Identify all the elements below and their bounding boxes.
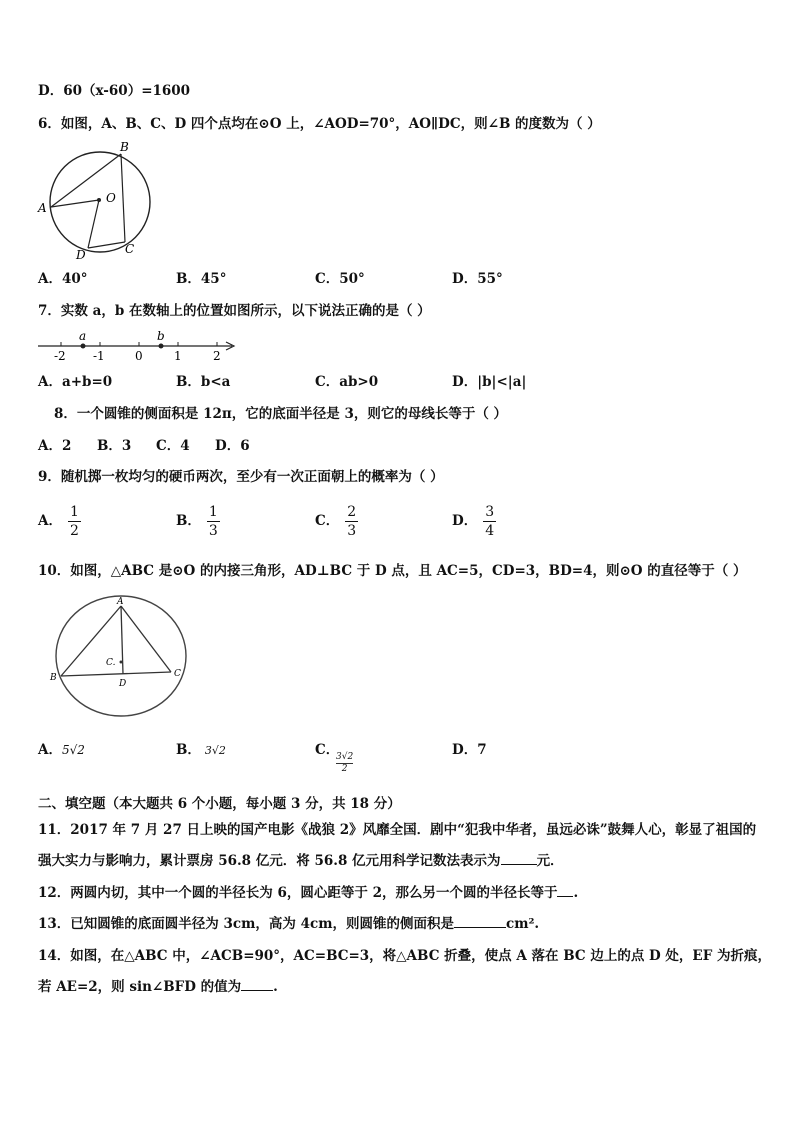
q7-tick-label: -1 (93, 349, 105, 363)
q9-option-c (315, 503, 358, 540)
denominator: 3 (208, 523, 218, 539)
q13-text: 13．已知圆锥的底面圆半径为 3cm，高为 4cm，则圆锥的侧面积是 (38, 916, 454, 932)
q10-option-c-fraction (336, 752, 353, 775)
q14-line2 (38, 978, 278, 996)
q6-stem: 6．如图，A、B、C、D 四个点均在⊙O 上，∠AOD=70°，AO∥DC，则∠B 的度数为（ ） (38, 116, 601, 132)
q10-label-d: D (119, 679, 127, 689)
q10-option-d: D．7 (452, 742, 487, 758)
q10-option-b (176, 741, 226, 760)
q6-segment-dc (88, 242, 125, 248)
q9-option-a-fraction (68, 503, 81, 540)
q10-segment-bc (61, 672, 171, 676)
numerator: 1 (69, 504, 79, 520)
numerator: 3√2 (336, 752, 354, 762)
q6-segment-od (88, 200, 99, 248)
q7-stem: 7．实数 a，b 在数轴上的位置如图所示，以下说法正确的是（ ） (38, 303, 431, 319)
q7-point-b (159, 344, 164, 349)
q6-label-d: D (76, 248, 86, 262)
q6-figure (34, 140, 164, 265)
q10-label-center: C. (106, 658, 116, 668)
denominator: 3 (347, 523, 357, 539)
q12 (38, 884, 578, 902)
q10-label-a: A (117, 597, 124, 607)
q13 (38, 915, 539, 933)
q7-label-a: a (79, 329, 87, 343)
q8-option-b: B．3 (97, 438, 132, 454)
q8-option-d: D．6 (215, 438, 250, 454)
q8-stem: 8．一个圆锥的侧面积是 12π，它的底面半径是 3，则它的母线长等于（ ） (54, 406, 508, 422)
q6-segment-bc (121, 154, 125, 242)
q9-option-b-fraction (207, 503, 220, 540)
q7-option-b: B．b<a (176, 374, 231, 390)
q11-line2 (38, 852, 564, 870)
q9-option-d (452, 503, 496, 540)
q6-option-b: B．45° (176, 271, 227, 287)
q10-stem: 10．如图，△ABC 是⊙O 的内接三角形，AD⊥BC 于 D 点，且 AC=5，CD=3，BD=4，则⊙O 的直径等于（ ） (38, 563, 747, 579)
q7-tick-label: 0 (135, 349, 143, 363)
q9-option-d-fraction (483, 503, 496, 540)
q14-line1: 14．如图，在△ABC 中，∠ACB=90°，AC=BC=3，将△ABC 折叠，使点 A 落在 BC 边上的点 D 处，EF 为折痕， (38, 948, 772, 964)
q9-option-b-letter: B． (176, 513, 201, 529)
denominator: 2 (69, 523, 79, 539)
section-heading: 二、填空题（本大题共 6 个小题，每小题 3 分，共 18 分） (38, 796, 401, 812)
q7-tick-label: -2 (54, 349, 66, 363)
denominator: 2 (341, 764, 348, 774)
q6-label-b: B (120, 140, 129, 154)
q12-text: 12．两圆内切，其中一个圆的半径长为 6，圆心距等于 2，那么另一个圆的半径长等于 (38, 885, 558, 901)
q10-option-a-letter: A． (38, 742, 62, 758)
q11-blank[interactable] (501, 852, 537, 865)
numerator: 3 (485, 504, 495, 520)
q9-stem: 9．随机掷一枚均匀的硬币两次，至少有一次正面朝上的概率为（ ） (38, 469, 444, 485)
q6-label-o: O (106, 191, 116, 205)
q6-label-a: A (38, 201, 47, 215)
q9-option-d-letter: D． (452, 513, 478, 529)
q9-option-a (38, 503, 81, 540)
q6-option-d: D．55° (452, 271, 503, 287)
q9-option-a-letter: A． (38, 513, 62, 529)
q10-option-a (38, 741, 85, 759)
q10-option-b-letter: B． (176, 742, 201, 758)
q10-option-c-letter: C． (315, 742, 340, 758)
q6-option-c: C．50° (315, 271, 365, 287)
q10-label-c: C (174, 669, 181, 679)
q13-blank[interactable] (454, 915, 506, 928)
q7-option-d: D．|b|<|a| (452, 374, 527, 390)
q7-tick-label: 1 (174, 349, 182, 363)
q11-line1: 11．2017 年 7 月 27 日上映的国产电影《战狼 2》风靡全国．剧中“犯我中华者，虽远必诛”鼓舞人心，彰显了祖国的 (38, 822, 757, 838)
q6-option-a: A．40° (38, 271, 88, 287)
q10-label-b: B (50, 673, 57, 683)
q8-option-c: C．4 (156, 438, 190, 454)
q10-segment-ad (121, 606, 123, 674)
q7-label-b: b (157, 329, 165, 343)
q7-option-c: C．ab>0 (315, 374, 379, 390)
q9-option-c-letter: C． (315, 513, 340, 529)
q7-tick-label: 2 (213, 349, 221, 363)
q7-point-a (81, 344, 86, 349)
q9-option-b (176, 503, 220, 540)
q6-label-c: C (125, 242, 135, 256)
q11-unit: 元． (536, 853, 564, 869)
q8-option-a: A．2 (38, 438, 72, 454)
q14-end: . (273, 979, 278, 995)
q6-center-dot (97, 198, 101, 202)
numerator: 1 (208, 504, 218, 520)
q11-text: 强大实力与影响力，累计票房 56.8 亿元．将 56.8 亿元用科学记数法表示为 (38, 853, 501, 869)
q9-option-c-fraction (345, 503, 358, 540)
q12-blank[interactable] (557, 884, 573, 897)
q7-option-a: A．a+b=0 (38, 374, 113, 390)
numerator: 2 (347, 504, 357, 520)
q10-option-b-value: 3√2 (204, 744, 226, 757)
q5-option-d: D．60（x-60）=1600 (38, 83, 191, 99)
q10-option-a-value: 5√2 (61, 743, 85, 757)
q12-end: . (573, 885, 579, 901)
q7-number-line (36, 328, 241, 364)
q6-circle (50, 152, 150, 252)
denominator: 4 (485, 523, 495, 539)
q10-figure (44, 594, 194, 722)
q13-unit: cm². (505, 916, 540, 932)
q14-blank[interactable] (241, 978, 273, 991)
q10-segment-ac (121, 606, 171, 672)
q10-center-dot (120, 661, 123, 664)
q14-text: 若 AE=2，则 sin∠BFD 的值为 (38, 979, 242, 995)
